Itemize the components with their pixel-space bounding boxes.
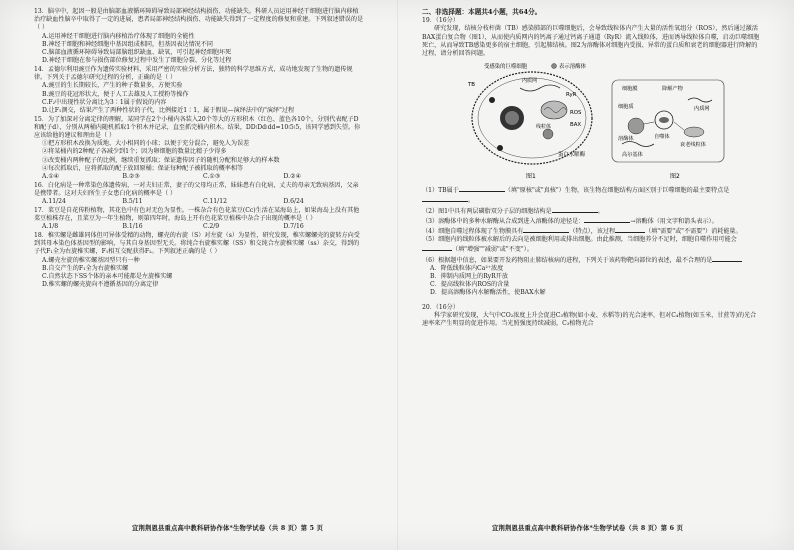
fig2-lysosome-shape: [628, 118, 644, 134]
question-16: [34, 182, 364, 207]
fig2-arrow-1: [644, 122, 654, 124]
question-19-head: 19．（16分）: [422, 17, 459, 25]
tb-shape-2: [497, 145, 503, 151]
question-13: [34, 8, 364, 65]
question-19-sub-1-b: （填"原核"或"真核"）生物，该生物在细胞结构方面区别于巨噬细胞的最主要特点是: [504, 187, 730, 195]
question-19-sub-2-text: （2）图1中具有两层磷脂双分子层的细胞结构是: [422, 207, 552, 215]
right-column: [422, 8, 762, 328]
question-16-choice-a: A.11/24: [42, 198, 66, 206]
fig1-label-tb: TB: [468, 82, 475, 89]
question-13-stem: 13．脑卒中，起因一般是由脑部血液循环障碍导致局部神经结构损伤、功能缺失。科研人员运用神经干细胞进行脑内移植治疗缺血性脑卒中取得了一定的进展，患者局部神经结构损伤、功能缺失得到了一定程度的修复和重建。下列叙述错误的是（ ）: [34, 8, 364, 32]
question-14-option-b: B.豌豆的花冠形状大，便于人工去雄及人工授粉等操作: [42, 90, 189, 98]
question-15-reason-3: ③改变桶内两种配子的比例，继续重复抓取；保证遗传因子的随机分配和足够大的样本数: [42, 156, 280, 164]
page-footer-right: 宜荆荆恩县重点高中教科研协作体*生物学试卷（共 8 页）第 6 页: [492, 525, 684, 532]
question-13-option-b: B.神经干细胞和神经细胞中基因组成相同，但基因表达情况不同: [42, 40, 213, 48]
question-17-choice-d: D.7/16: [283, 223, 304, 231]
question-19-sub-4: [422, 226, 762, 236]
question-13-option-d: D.神经干细胞在参与损伤部位修复过程中发生了细胞分裂、分化等过程: [42, 57, 232, 65]
question-15-stem: 15．为了加深对分离定律的理解，某同学在2个小桶内各装入20个等大的方形积木（红色、蓝色各10个，分别代表配子D和配子d），分别从两桶内随机抓取1个积木并记录，直至抓完桶内积木。结果，DD∶Dd∶dd=10∶5∶5，该同学感到失望。你应该给他的建议和理由是（ ）: [34, 115, 361, 140]
answer-blank-19-1b[interactable]: [422, 195, 468, 202]
question-18: [34, 232, 364, 289]
question-19-sub-1-a: （1）TB属于: [422, 187, 459, 195]
question-16-choice-c: C.11/12: [203, 198, 227, 206]
answer-blank-19-2[interactable]: [552, 206, 598, 213]
question-19-sub-3: [422, 216, 762, 226]
figure-1-caption: 图1: [526, 173, 536, 181]
figure-2: [612, 80, 724, 180]
question-19-sub-6-choice-d: D．提高溶酶体内水解酶活性，使BAX水解: [430, 289, 546, 297]
question-16-choice-b: B.5/11: [122, 198, 143, 206]
question-19-sub-4-b: （特点），该过程: [569, 228, 616, 236]
question-14-option-d: D.让F₁测交，结果产生了两种性状的子代，比例接近1∶1，属于假说—演绎法中的"演绎"过程: [42, 106, 295, 114]
question-19-sub-2: （2）图1中具有两层磷脂双分子层的细胞结构是 。: [422, 207, 604, 215]
fig1-label-ryr: RyR: [566, 92, 577, 99]
answer-blank-19-4b[interactable]: [615, 226, 645, 233]
figure-1: [467, 62, 592, 180]
answer-blank-19-1a[interactable]: [459, 185, 505, 192]
question-15-reason-1: ①把方形积木改换为质地、大小相同的小球；以便于充分混合，避免人为误差: [42, 140, 250, 148]
fig2-golgi-shape: [622, 142, 654, 147]
fig1-label-macrophage: 受感染的巨噬细胞: [484, 64, 528, 71]
question-18-option-c: C.自然状态下SS个体的亲本可能都是左旋椎实螺: [42, 273, 173, 280]
figure-illustrations: [462, 60, 732, 184]
question-19-sub-3-a: （3）溶酶体中的多种水解酶从合成到进入溶酶体的途径是：: [422, 217, 585, 225]
answer-blank-19-6[interactable]: [712, 255, 742, 262]
figure-2-caption: 图2: [670, 173, 680, 181]
left-column: [34, 8, 364, 290]
question-16-choices: [34, 198, 364, 206]
question-19-sub-6-choice-b: B．抑制内质网上的RyR开放: [430, 273, 508, 281]
fig2-er-shape: [688, 98, 712, 102]
section-title: 二、非选择题：本题共4小题，共64分。: [422, 8, 542, 16]
er-shape: [520, 85, 560, 91]
question-19-sub-4-a: （4）细胞自噬过程体现了生物膜具有: [422, 228, 524, 236]
question-18-option-d: D.椎实螺的螺壳旋向不遵循基因的分离定律: [42, 281, 159, 289]
question-16-choice-d: D.6/24: [283, 198, 304, 206]
fig1-label-bax: BAX: [570, 122, 582, 129]
question-19-intro: 研究发现，结核分枝杆菌（TB）感染肺部的巨噬细胞后，会导致线粒体内产生大量的活性氧组分（ROS），然后通过激活BAX蛋白复合物（图1），从而使内质网内的钙离子通过钙离子通道（RyR）流入线粒体，进而诱导线粒体自噬，启动巨噬细胞死亡，从而导致TB感染更多的宿主细胞，引起肺结核。图2为溶酶体对细胞内受损、异常的蛋白质和衰老的细胞器进行降解的过程，请分析回答问题。: [422, 25, 760, 58]
fig2-label-er: 内质网: [694, 106, 710, 113]
page-divider: [397, 0, 398, 550]
question-17-choice-a: A.1/8: [42, 223, 59, 231]
answer-blank-19-3[interactable]: [584, 216, 630, 223]
question-19-sub-5-b: （填"增强""减弱"或"不变"）。: [452, 246, 533, 254]
answer-blank-19-4a[interactable]: [523, 226, 569, 233]
question-20-head: 20．（16分）: [422, 303, 459, 311]
lysosome-legend-icon: [552, 64, 557, 69]
question-19-sub-4-c: （填"需要"或"不需要"）消耗能量。: [645, 228, 742, 236]
question-16-stem: 16．白化病是一种常染色体遗传病，一对夫妇正常，妻子的父母均正常，妹妹患有白化病，丈夫的母亲无致病基因，父亲是携带者。这对夫妇所生子女患白化病的概率是（ ）: [34, 181, 359, 197]
question-15-reason-2: ②将某桶内的2种配子各减少到1个；因为卵细胞的数量比精子少得多: [42, 148, 227, 156]
question-19-figures: [422, 60, 762, 184]
question-14: [34, 66, 364, 115]
fig2-inner-mito: [659, 117, 669, 123]
question-19-sub-6-choice-c: C．提高线粒体内ROS的含量: [430, 281, 510, 289]
lysosome-shape: [543, 129, 553, 139]
answer-blank-19-5[interactable]: [422, 244, 452, 251]
question-17-choice-b: B.1/16: [122, 223, 143, 231]
question-14-option-a: A.豌豆的生长期较长，产生的种子数量多，方便实验: [42, 82, 183, 90]
question-19-sub-5-text: （5）细胞内的线粒体被水解后的去向是被细胞利用或排出细胞。由此推测，当细胞养分不足时，细胞自噬作用可能会: [422, 236, 737, 244]
question-19-sub-6-text: （6）根据题中信息，如果要开发药物阻止肺结核病的进程，下列关于该药物靶向部位的表述，最不合理的是: [422, 256, 713, 264]
page-footer-left: 宜荆荆恩县重点高中教科研协作体*生物学试卷（共 8 页）第 5 页: [132, 525, 324, 532]
question-19-sub-5: [422, 236, 762, 254]
fig1-label-ros: ROS: [570, 110, 582, 117]
fig2-label-products: 降解产物: [662, 86, 683, 93]
question-14-stem: 14．孟德尔利用豌豆作为遗传实验材料，采用严密的实验分析方法，独特的科学思维方式，成功地发现了生物的遗传规律。下列关于孟德尔研究过程的分析，正确的是（ ）: [34, 65, 353, 82]
macrophage-inner: [478, 78, 586, 158]
fig2-aging-mito-shape: [684, 127, 704, 137]
question-14-option-c: C.F₂中出现性状分离比为3∶1属于假说的内容: [42, 98, 167, 106]
fig2-label-autophagosome: 自噬体: [654, 134, 670, 141]
question-15-choice-a: A.①④: [42, 173, 60, 181]
question-20-intro: 科学家研究发现，大气中CO₂浓度上升会促进C₃植物(如小麦、水稻等)的光合速率，但对C₄植物(如玉米、甘蔗等)的光合速率来产生明显的促进作用。当光照强度持续减弱，C₃植物光合: [422, 311, 757, 328]
question-13-option-c: C.脑部血液循环障碍导致局部脑组织缺血、缺氧，可引起神经细胞坏死: [42, 49, 232, 57]
question-19-sub-3-b: →溶酶体（用文字和箭头表示）。: [630, 217, 718, 225]
macrophage-membrane: [472, 72, 592, 164]
question-18-stem: 18．椎实螺是雌雄同体但可异体受精的动物，螺壳的右旋（S）对左旋（s）为显性，研究发现，椎实螺螺壳的旋转方向受到其母本染色体基因型的影响，与其自身基因型无关。将纯合右旋椎实螺（SS）和交纯合左旋椎实螺（ss）杂交，得到的子代F₁全为右旋椎实螺，F₁相互交配获得F₂。下列叙述正确的是（ ）: [34, 231, 360, 256]
question-18-option-b: B.自交产生的F₁全为右旋椎实螺: [42, 264, 129, 272]
question-19-sub-6-choice-a: A．降低线粒体内Ca²⁺浓度: [430, 264, 504, 272]
fig2-label-aging-mito: 衰老线粒体: [680, 142, 706, 149]
question-18-option-a: A.螺壳左旋的椎实螺基因型只有一种: [42, 256, 140, 264]
fig1-label-protease: 蛋白水解酶: [558, 152, 585, 159]
question-15-choice-b: B.②③: [122, 173, 140, 181]
fig2-label-golgi: 高尔基体: [622, 152, 643, 159]
fig1-label-mito: 线粒体: [536, 124, 552, 131]
fig1-label-er: 内质网: [522, 78, 538, 85]
question-15-choice-d: D.②④: [283, 173, 302, 181]
question-17: [34, 207, 364, 232]
question-15-choices: [34, 173, 364, 181]
tb-shape: [489, 97, 495, 103]
fig2-label-cytoplasm: 细胞质: [618, 104, 634, 111]
question-17-choice-c: C.2/9: [203, 223, 220, 231]
fig2-label-membrane: 细胞膜: [622, 86, 638, 93]
question-19-sub-6: [422, 255, 762, 265]
fig1-label-lysosome: 表示溶酶体: [559, 64, 586, 71]
question-17-choices: [34, 223, 364, 231]
question-15: [34, 116, 364, 182]
mitochondrion-shape: [541, 101, 567, 119]
question-15-choice-c: C.①③: [203, 173, 221, 181]
nucleolus-shape: [505, 111, 519, 125]
question-13-option-a: A.运用神经干细胞进行脑内移植治疗体现了细胞的全能性: [42, 32, 195, 40]
question-19-sub-1: （1）TB属于 （填"原核"或"真核"）生物，该生物在细胞结构方面区别于巨噬细胞的最主要特点是。: [422, 187, 730, 205]
question-15-reason-4: ④每次抓取后，应将抓取的配子放回原桶；保证每种配子被抓取的概率相等: [42, 164, 244, 172]
fig2-label-lysosome: 溶酶体: [618, 136, 634, 143]
fig2-arrow-2: [674, 122, 684, 130]
question-17-stem: 17．菜豆是自花传粉植物，其花色中有色对无色为显性。一株杂合有色花菜豆(Cc)生活在某海岛上，如果海岛上没有其他菜豆植株存在，且菜豆为一年生植物，则第四年时，海岛上开有色花菜豆植株中杂合子出现的概率是（ ）: [34, 206, 360, 223]
